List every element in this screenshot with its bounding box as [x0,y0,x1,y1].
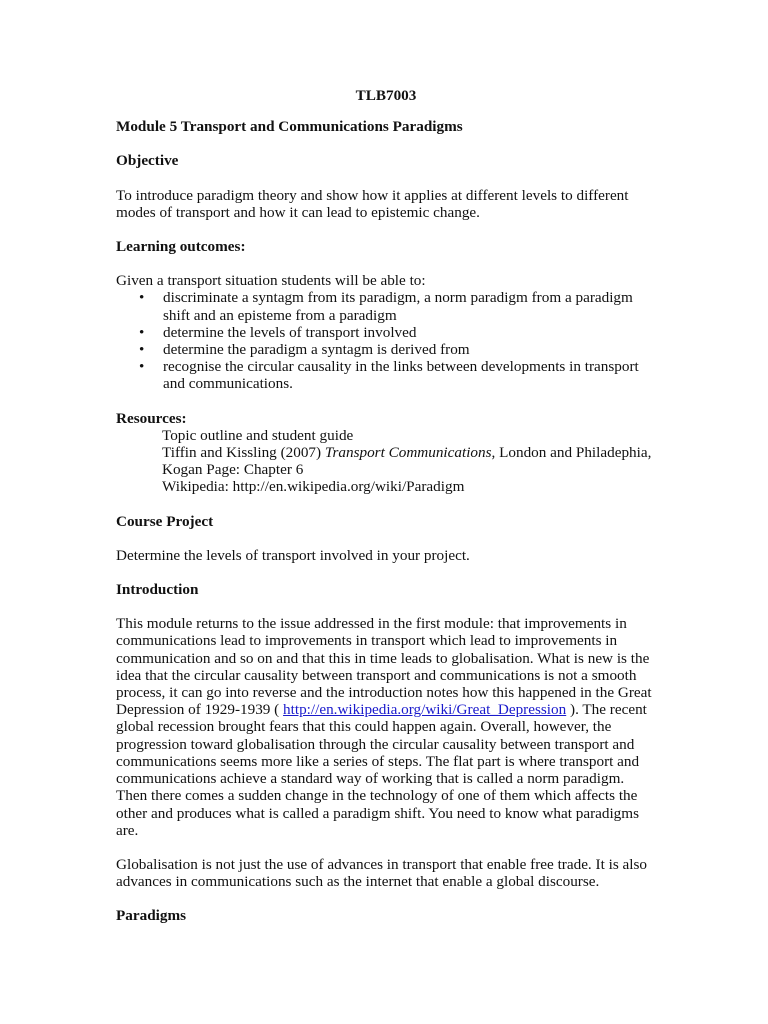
bullet-icon: • [139,289,145,307]
resource-citation-suffix: , London and Philadephia, Kogan Page: Chapter 6 [162,444,652,479]
resources-heading: Resources: [116,409,187,427]
introduction-paragraph-1 [116,615,656,839]
resource-line [162,444,656,478]
list-item [116,289,656,323]
paradigms-heading: Paradigms [116,907,187,925]
paragraph-text: This module returns to the issue addressed in the first module: that improvements in communications lead to improvements in transport which lead to improvements in communication and so on and that this in time leads to globalisation. What is new is the idea that the circular causality between transport and communications is not a smooth process, it can go into reverse and the introduction notes how this happened in the Great Depression of 1929-1939 ( [116,615,652,719]
list-item-text: determine the paradigm a syntagm is derived from [163,341,470,359]
course-project-heading: Course Project [116,512,214,530]
learning-outcomes-list [116,289,656,392]
resource-line: Wikipedia: http://en.wikipedia.org/wiki/Paradigm [162,478,465,496]
resource-book-title: Transport Communications [324,444,492,462]
introduction-heading: Introduction [116,581,199,599]
list-item [116,324,656,341]
module-title: Module 5 Transport and Communications Paradigms [116,118,463,136]
resource-line: Topic outline and student guide [162,426,354,444]
list-item [116,358,656,392]
bullet-icon: • [139,323,145,341]
learning-outcomes-heading: Learning outcomes: [116,238,246,256]
course-project-text: Determine the levels of transport involved in your project. [116,546,470,564]
list-item [116,341,656,358]
learning-outcomes-intro: Given a transport situation students will be able to: [116,272,426,290]
objective-text: To introduce paradigm theory and show how it applies at different levels to different modes of transport and how it can lead to epistemic change. [116,186,629,221]
resources-list [116,427,656,496]
bullet-icon: • [139,358,145,376]
course-code: TLB7003 [355,87,417,104]
bullet-icon: • [139,341,145,359]
list-item-text: discriminate a syntagm from its paradigm, a norm paradigm from a paradigm shift and an episteme from a paradigm [163,289,633,324]
list-item-text: determine the levels of transport involved [163,323,417,341]
introduction-paragraph-2: Globalisation is not just the use of advances in transport that enable free trade. It is also advances in communications such as the internet that enable a global discourse. [116,855,647,891]
list-item-text: recognise the circular causality in the links between developments in transport and communications. [163,358,639,393]
objective-heading: Objective [116,152,179,170]
document-page [116,87,656,925]
resource-citation-prefix: Tiffin and Kissling (2007) [162,444,325,462]
paragraph-text: ). The recent global recession brought fears that this could happen again. Overall, however, the progression toward globalisation through the circular causality between transport and communications seems more like a series of steps. The flat part is where transport and communications achieve a standard way of working that is called a norm paradigm. Then there comes a sudden change in the technology of one of them which affects the other and produces what is called a paradigm shift. You need to know what paradigms are. [116,701,647,839]
great-depression-link[interactable]: http://en.wikipedia.org/wiki/Great_Depression [283,701,567,719]
